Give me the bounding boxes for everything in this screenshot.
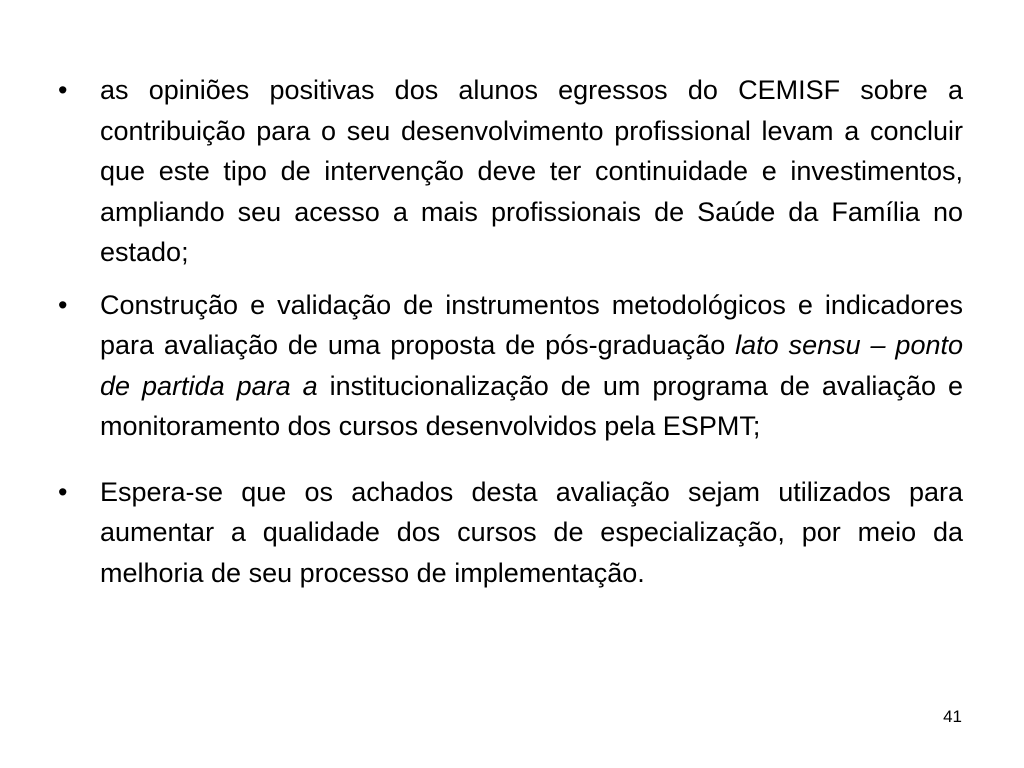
bullet-item — [58, 472, 963, 594]
bullet-marker: • — [58, 476, 68, 507]
bullet-item — [58, 70, 963, 273]
bullet-marker: • — [58, 289, 68, 320]
bullet-item — [58, 285, 963, 447]
page-number: 41 — [943, 707, 962, 726]
bullet-marker: • — [58, 75, 68, 105]
bullet-text: as opiniões positivas dos alunos egressos do CEMISF sobre a contribuição para o seu desenvolvimento profissional levam a concluir que este tipo de intervenção deve ter continuidade e investimentos, ampliando seu acesso a mais profissionais de Saúde da Família no estado; — [100, 75, 963, 267]
bullet-text-before: Construção e validação de instrumentos metodológicos e indicadores para avaliação de uma proposta de pós-graduação — [100, 289, 963, 360]
bullet-text-after: institucionalização de um programa de avaliação e monitoramento dos cursos desenvolvidos pela ESPMT; — [100, 370, 963, 441]
bullet-text-italic: lato sensu – ponto de partida para a — [100, 330, 963, 401]
bullet-text — [100, 285, 963, 447]
bullet-list — [58, 70, 963, 593]
bullet-text: Espera-se que os achados desta avaliação sejam utilizados para aumentar a qualidade dos cursos de especialização, por meio da melhoria de seu processo de implementação. — [100, 476, 963, 588]
